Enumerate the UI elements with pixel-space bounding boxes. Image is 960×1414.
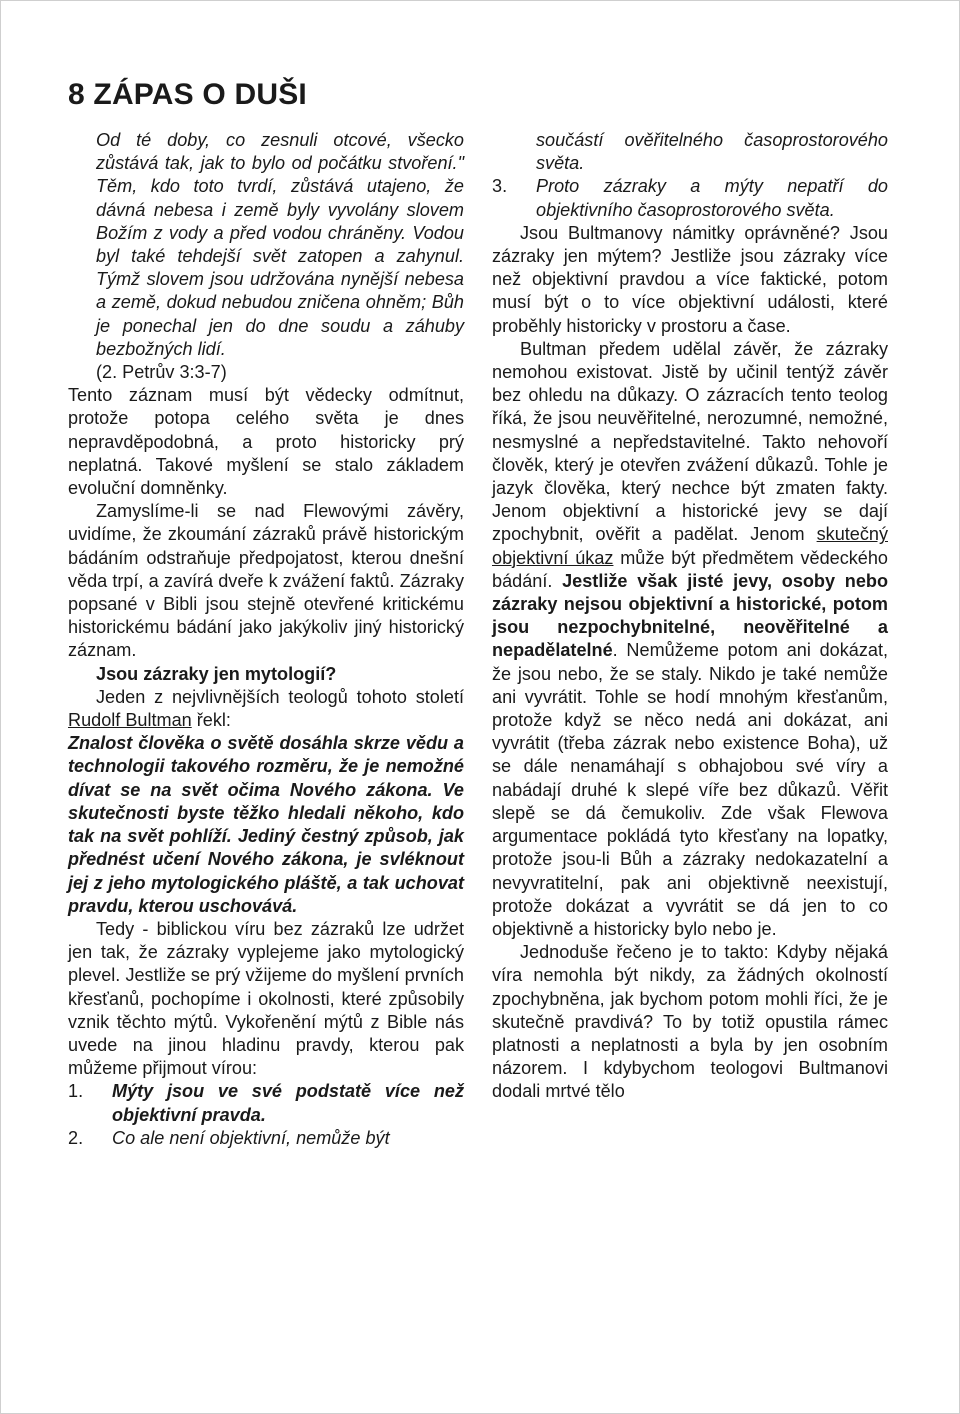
paragraph-myth: Tedy - biblickou víru bez zázraků lze udržet jen tak, že zázraky vyplejeme jako mytologický plevel. Jestliže se prý vžijeme do myšlení prvních křesťanů, pochopíme i okolnosti, které způsobily vznik těchto mýtů. Vykořenění mýtů z Bible nás uvede na jinou hladinu pravdy, kterou pak můžeme přijmout vírou: bbox=[68, 918, 464, 1079]
list-item bbox=[68, 1080, 464, 1126]
bultman-intro-end: řekl: bbox=[191, 710, 231, 731]
conclusion-bold: Jestliže však jisté jevy, osoby nebo zázraky nejsou objektivní a historické, potom jsou nezpochybnitelné, neověřitelné a nepadělatelné bbox=[492, 570, 888, 661]
paragraph-conclusion bbox=[492, 338, 888, 941]
conclusion-end: . Nemůžeme potom ani dokázat, že jsou nebo, že se staly. Nikdo je také nemůže ani vyvrátit. Tohle se hodí mnohým křesťanům, protože když se něco nedá ani dokázat, ani vyvrátit (třeba zázrak nebo existence Boha), už se dále nenamáhají s obhajobou své víry a nabádají druhé k slepé víře bez důkazů. Věřit slepě se dá čemukoliv. Zde však Flewova argumentace pokládá tyto křesťany na lopatky, protože jsou-li Bůh a zázraky nedokazatelní a nevyvratitelní, pak ani objektivně neexistují, protože dokázat a vyvrátit se dá jen to co objektivně a historicky bylo nebo je. bbox=[492, 640, 888, 939]
myth-list-continued bbox=[492, 175, 888, 221]
list-text: Proto zázraky a mýty nepatří do objektivního časoprostorového světa. bbox=[536, 176, 888, 220]
list-number: 1. bbox=[68, 1081, 84, 1102]
paragraph-objections: Jsou Bultmanovy námitky oprávněné? Jsou zázraky jen mýtem? Jestliže jsou zázraky více než objektivní pravdou a více faktické, potom musí být o to více objektivní události, které proběhly historicky v prostoru a čase. bbox=[492, 222, 888, 336]
list-number: 2. bbox=[68, 1127, 84, 1148]
paragraph-flood: Tento záznam musí být vědecky odmítnut, protože potopa celého světa je dnes nepravděpodobná, a proto historicky prý neplatná. Takové myšlení se stalo základem evoluční domněnky. bbox=[68, 385, 464, 499]
objective-phenomenon-link[interactable]: skutečný objektivní úkaz bbox=[492, 524, 888, 568]
list-item-continuation: součástí ověřitelného časoprostorového světa. bbox=[536, 130, 888, 174]
paragraph-bultman-intro bbox=[68, 686, 464, 732]
conclusion-mid: může být předmětem vědeckého bádání. bbox=[492, 547, 888, 591]
paragraph-simply: Jednoduše řečeno je to takto: Kdyby nějaká víra nemohla být nikdy, za žádných okolností zpochybněna, jak bychom potom mohli říci, že je skutečně pravdivá? To by totiž opustila rámec platnosti a neplatnosti a byla by jen osobním názorem. I kdybychom teologovi Bultmanovi dodali mrtvé tělo bbox=[492, 942, 888, 1102]
bultman-intro-text: Jeden z nejvlivnějších teologů tohoto století bbox=[96, 686, 464, 707]
right-column bbox=[492, 129, 888, 1104]
bultman-quote: Znalost člověka o světě dosáhla skrze vědu a technologii takového rozměru, že je nemožné dívat se na svět očima Nového zákona. Ve skutečnosti byste těžko hledali někoho, kdo tak na svět pohlíží. Jediný čestný způsob, jak přednést učení Nového zákona, je svléknout jej z jeho mytologického pláště, a tak uchovat pravdu, kterou uschovává. bbox=[68, 733, 464, 916]
scripture-reference: (2. Petrův 3:3-7) bbox=[96, 362, 227, 383]
left-column bbox=[68, 129, 464, 1150]
page-title: 8 ZÁPAS O DUŠI bbox=[68, 78, 307, 111]
scripture-quote: Od té doby, co zesnuli otcové, všecko zůstává tak, jak to bylo od počátku stvoření." Těm, kdo toto tvrdí, zůstává utajeno, že dávná nebesa i země byly vyvolány slovem Božím z vody a před vodou chráněny. Vodou byl také tehdejší svět zatopen a zahynul. Týmž slovem jsou udržována nynější nebesa a země, dokud nebudou zničena ohněm; Bůh je ponechal jen do dne soudu a záhuby bezbožných lidí. bbox=[96, 130, 464, 359]
list-item bbox=[68, 1127, 464, 1150]
list-item bbox=[492, 175, 888, 221]
list-text: Co ale není objektivní, nemůže být bbox=[112, 1127, 390, 1148]
section-heading: Jsou zázraky jen mytologií? bbox=[96, 663, 337, 684]
list-text: Mýty jsou ve své podstatě více než objektivní pravda. bbox=[112, 1081, 464, 1125]
paragraph-flew: Zamyslíme-li se nad Flewovými závěry, uvidíme, že zkoumání zázraků právě historickým bádáním odstraňuje předpojatost, kterou dnešní věda trpí, a zavírá dveře k zvážení faktů. Zázraky popsané v Bibli jsou stejně otevřené kritickému historickému bádání jako jakýkoliv jiný historický záznam. bbox=[68, 501, 464, 661]
conclusion-text: Bultman předem udělal závěr, že zázraky nemohou existovat. Jistě by učinil tentýž závěr bez ohledu na důkazy. O zázracích tento teolog říká, že jsou neuvěřitelné, nerozumné, nemožné, nesmyslné a nepředstavitelné. Takto nehovoří člověk, který je otevřen zvážení důkazů. Tohle je jazyk člověka, který nechce být zmaten fakty. Jenom objektivní a historické jevy se dají zpochybnit, ověřit a padělat. Jenom bbox=[492, 338, 888, 545]
list-number: 3. bbox=[492, 176, 508, 197]
myth-list bbox=[68, 1080, 464, 1150]
bultman-link[interactable]: Rudolf Bultman bbox=[68, 710, 192, 731]
